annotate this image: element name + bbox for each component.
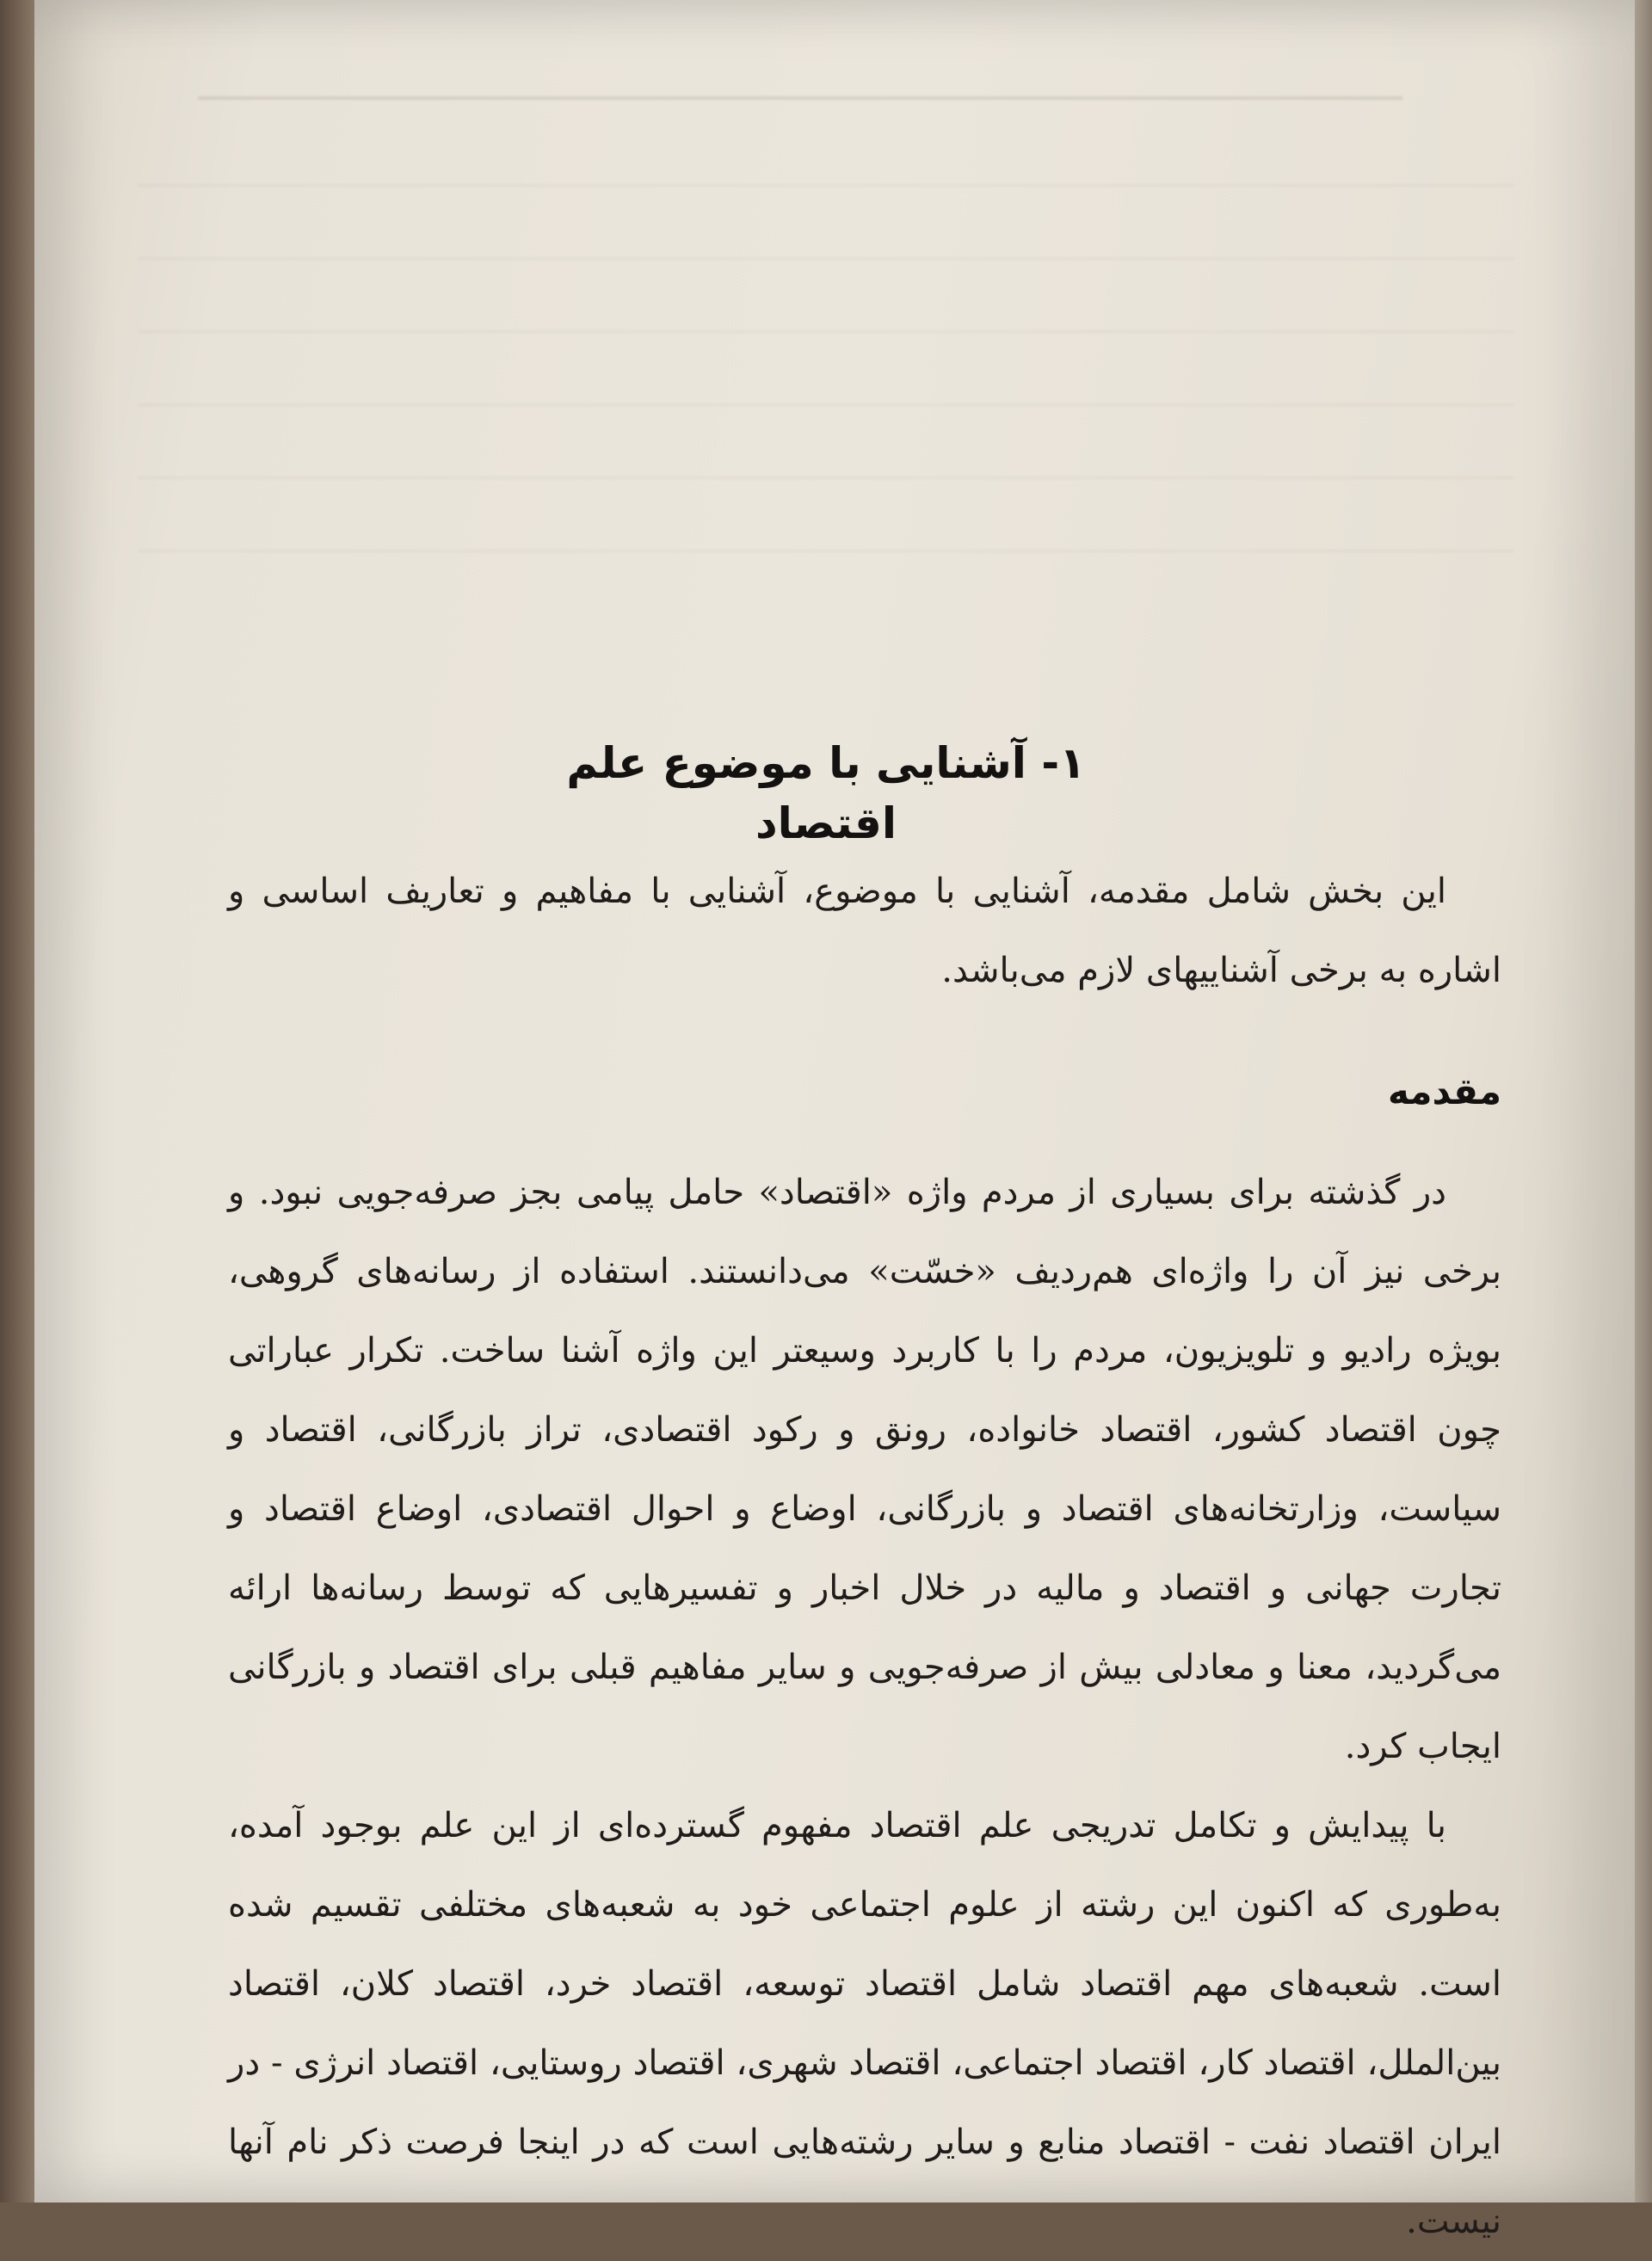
show-through-text bbox=[138, 163, 1514, 714]
paragraph-2: با پیدایش و تکامل تدریجی علم اقتصاد مفهوم گسترده‌ای از این علم بوجود آمده، به‌طوری که اکنون این رشته از علوم اجتماعی خود به شعبه‌های مختلفی تقسیم شده است. شعبه‌های مهم اقتصاد شامل اقتصاد توسعه، اقتصاد خرد، اقتصاد کلان، اقتصاد بین‌الملل، اقتصاد کار، اقتصاد اجتماعی، اقتصاد شهری، اقتصاد روستایی، اقتصاد انرژی - در ایران اقتصاد نفت - اقتصاد منابع و سایر رشته‌هایی است که در اینجا فرصت ذکر نام آنها نیست. bbox=[228, 1806, 1501, 2241]
intro-paragraph: این بخش شامل مقدمه، آشنایی با موضوع، آشنایی با مفاهیم و تعاریف اساسی و اشاره به برخی آشناییهای لازم می‌باشد. bbox=[228, 872, 1501, 990]
book-page bbox=[34, 0, 1635, 2241]
intro-block bbox=[228, 852, 1501, 1010]
paragraph-1: در گذشته برای بسیاری از مردم واژه «اقتصاد» حامل پیامی بجز صرفه‌جویی نبود. و برخی نیز آن را واژه‌ای هم‌ردیف «خسّت» می‌دانستند. استفاده از رسانه‌های گروهی، بویژه رادیو و تلویزیون، مردم را با کاربرد وسیعتر این واژه آشنا ساخت. تکرار عباراتی چون اقتصاد کشور، اقتصاد خانواده، رونق و رکود اقتصادی، تراز بازرگانی، اقتصاد و سیاست، وزارتخانه‌های اقتصاد و بازرگانی، اوضاع و احوال اقتصادی، اوضاع اقتصاد و تجارت جهانی و اقتصاد و مالیه در خلال اخبار و تفسیرهایی که توسط رسانه‌ها ارائه می‌گردید، معنا و معادلی بیش از صرفه‌جویی و سایر مفاهیم قبلی برای اقتصاد و بازرگانی ایجاب کرد. bbox=[228, 1173, 1501, 1766]
chapter-title: ۱- آشنایی با موضوع علم اقتصاد bbox=[566, 738, 1086, 848]
show-through-header bbox=[198, 34, 1402, 100]
section-title: مقدمه bbox=[1388, 1070, 1501, 1112]
body-block bbox=[228, 1153, 1501, 2261]
